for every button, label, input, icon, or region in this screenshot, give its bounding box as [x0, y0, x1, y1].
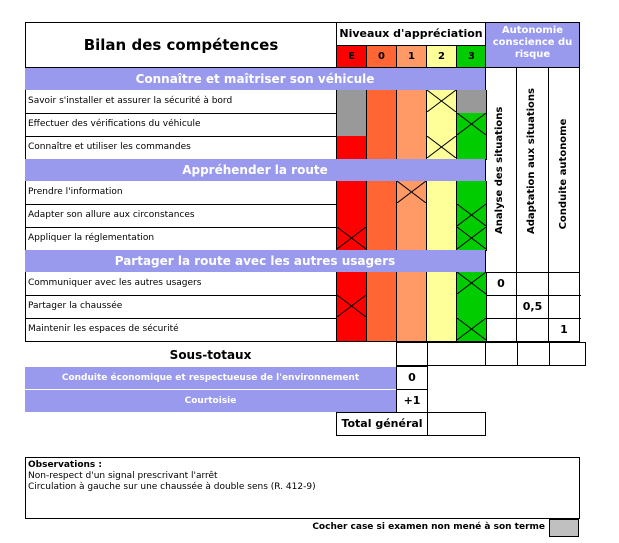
eco-row-label: Conduite économique et respectueuse de l'environnement	[25, 367, 396, 389]
autonomy-header-label: Autonomie conscience du risque	[492, 25, 573, 60]
incomplete-exam-checkbox[interactable]	[549, 519, 579, 537]
level-label-1: 0	[366, 45, 397, 68]
rating-cell-1[interactable]	[396, 295, 427, 319]
eco-value-cell	[396, 366, 428, 390]
title-cell	[25, 22, 337, 68]
value-analyse: 0	[497, 277, 505, 290]
courtesy-value-cell	[396, 389, 428, 413]
total-label-cell	[336, 412, 428, 436]
section-header: Appréhender la route	[25, 159, 485, 181]
rating-cell-0[interactable]	[366, 227, 397, 251]
autonomy-value-area	[485, 273, 580, 342]
level-label-0: E	[336, 45, 367, 68]
rating-cell-3[interactable]	[456, 318, 487, 342]
competence-label: Adapter son allure aux circonstances	[25, 204, 337, 228]
competence-label: Maintenir les espaces de sécurité	[25, 318, 337, 342]
rating-cell-E[interactable]	[336, 272, 367, 296]
rating-cell-E[interactable]	[336, 136, 367, 160]
competence-label: Prendre l'information	[25, 181, 337, 205]
level-label-2: 1	[396, 45, 427, 68]
rating-cell-0[interactable]	[366, 272, 397, 296]
rating-cell-3[interactable]	[456, 272, 487, 296]
rating-cell-0[interactable]	[366, 90, 397, 114]
subtotals-cells	[396, 342, 586, 366]
rating-cell-3[interactable]	[456, 295, 487, 319]
rating-cell-2[interactable]	[426, 272, 457, 296]
rating-cell-1[interactable]	[396, 181, 427, 205]
cross-mark-icon	[457, 113, 486, 135]
total-value-cell[interactable]	[427, 412, 486, 436]
rating-cell-3[interactable]	[456, 113, 487, 137]
cross-mark-icon	[427, 90, 456, 112]
competence-label: Effectuer des vérifications du véhicule	[25, 113, 337, 137]
cross-mark-icon	[457, 318, 486, 340]
rating-cell-2[interactable]	[426, 318, 457, 342]
level-label-4: 3	[456, 45, 487, 68]
rating-cell-1[interactable]	[396, 227, 427, 251]
value-adaptation: 0,5	[522, 300, 543, 313]
rating-cell-2[interactable]	[426, 204, 457, 228]
courtesy-row-label: Courtoisie	[25, 390, 396, 412]
cross-mark-icon	[337, 227, 366, 249]
cross-mark-icon	[457, 204, 486, 226]
rating-cell-E[interactable]	[336, 295, 367, 319]
rating-cell-3[interactable]	[456, 90, 487, 114]
level-label-3: 2	[426, 45, 457, 68]
cross-mark-icon	[457, 227, 486, 249]
cross-mark-icon	[337, 295, 366, 317]
total-label: Total général	[341, 417, 423, 430]
rating-cell-E[interactable]	[336, 204, 367, 228]
rating-cell-2[interactable]	[426, 227, 457, 251]
rating-cell-1[interactable]	[396, 136, 427, 160]
competence-label: Communiquer avec les autres usagers	[25, 272, 337, 296]
cross-mark-icon	[457, 272, 486, 294]
cross-mark-icon	[397, 181, 426, 203]
levels-header-label: Niveaux d'appréciation	[339, 27, 483, 40]
rating-cell-1[interactable]	[396, 272, 427, 296]
rating-cell-1[interactable]	[396, 113, 427, 137]
autonomy-col-analyse: Analyse des situations	[494, 106, 505, 234]
rating-cell-3[interactable]	[456, 181, 487, 205]
observations-box[interactable]	[25, 457, 580, 519]
rating-cell-0[interactable]	[366, 113, 397, 137]
value-conduite: 1	[560, 323, 568, 336]
rating-cell-2[interactable]	[426, 90, 457, 114]
section-header: Connaître et maîtriser son véhicule	[25, 68, 485, 90]
rating-cell-2[interactable]	[426, 113, 457, 137]
rating-cell-0[interactable]	[366, 181, 397, 205]
competence-label: Savoir s'installer et assurer la sécurité à bord	[25, 90, 337, 114]
autonomy-col-conduite: Conduite autonome	[558, 118, 569, 230]
rating-cell-E[interactable]	[336, 113, 367, 137]
competence-label: Connaître et utiliser les commandes	[25, 136, 337, 160]
observations-label: Observations :	[28, 460, 102, 470]
incomplete-exam-label: Cocher case si examen non mené à son terme	[312, 522, 545, 532]
competence-label: Appliquer la réglementation	[25, 227, 337, 251]
autonomy-header	[485, 22, 580, 68]
page-title: Bilan des compétences	[83, 36, 279, 54]
rating-cell-2[interactable]	[426, 181, 457, 205]
rating-cell-2[interactable]	[426, 295, 457, 319]
rating-cell-E[interactable]	[336, 90, 367, 114]
rating-cell-1[interactable]	[396, 204, 427, 228]
rating-cell-3[interactable]	[456, 227, 487, 251]
rating-cell-0[interactable]	[366, 318, 397, 342]
rating-cell-3[interactable]	[456, 204, 487, 228]
rating-cell-1[interactable]	[396, 90, 427, 114]
rating-cell-0[interactable]	[366, 295, 397, 319]
levels-header	[336, 22, 486, 46]
rating-cell-0[interactable]	[366, 204, 397, 228]
rating-cell-E[interactable]	[336, 181, 367, 205]
rating-cell-0[interactable]	[366, 136, 397, 160]
subtotals-label: Sous-totaux	[169, 348, 252, 362]
autonomy-col-adaptation: Adaptation aux situations	[526, 88, 537, 234]
rating-cell-1[interactable]	[396, 318, 427, 342]
courtesy-value: +1	[403, 394, 421, 407]
observation-line: Circulation à gauche sur une chaussée à double sens (R. 412-9)	[28, 482, 316, 492]
cross-mark-icon	[427, 136, 456, 158]
rating-cell-E[interactable]	[336, 318, 367, 342]
section-header: Partager la route avec les autres usagers	[25, 250, 485, 272]
rating-cell-2[interactable]	[426, 136, 457, 160]
observation-line: Non-respect d'un signal prescrivant l'arrêt	[28, 471, 218, 481]
rating-cell-E[interactable]	[336, 227, 367, 251]
eco-value: 0	[408, 371, 416, 384]
rating-cell-3[interactable]	[456, 136, 487, 160]
competence-label: Partager la chaussée	[25, 295, 337, 319]
